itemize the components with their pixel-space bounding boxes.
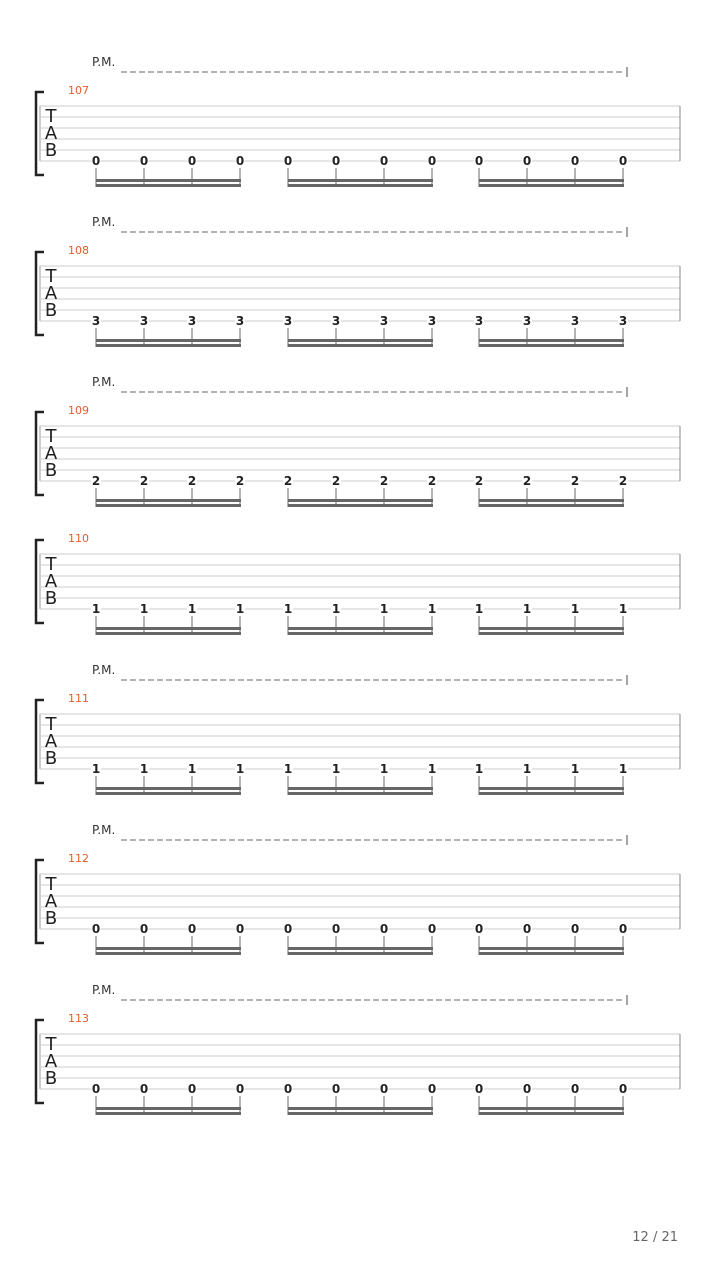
fret-number: 0 — [618, 922, 628, 936]
page-number: 12 / 21 — [632, 1230, 678, 1245]
beam — [96, 1107, 241, 1110]
fret-number: 0 — [235, 922, 245, 936]
fret-number: 0 — [331, 154, 341, 168]
tab-staff — [0, 215, 720, 375]
fret-number: 0 — [618, 154, 628, 168]
fret-number: 1 — [187, 602, 197, 616]
fret-number: 0 — [522, 922, 532, 936]
fret-number: 3 — [618, 314, 628, 328]
fret-number: 1 — [570, 762, 580, 776]
beam — [288, 1107, 433, 1110]
tab-system — [0, 215, 720, 375]
tab-clef-letter: A — [44, 283, 58, 304]
fret-number: 0 — [91, 922, 101, 936]
palm-mute-label: P.M. — [92, 215, 116, 229]
beam — [479, 499, 624, 502]
fret-number: 3 — [331, 314, 341, 328]
fret-number: 1 — [331, 602, 341, 616]
beam — [288, 339, 433, 342]
fret-number: 0 — [235, 1082, 245, 1096]
beam — [288, 184, 433, 187]
fret-number: 1 — [139, 762, 149, 776]
beam — [479, 504, 624, 507]
beam — [479, 787, 624, 790]
beam — [96, 627, 241, 630]
fret-number: 0 — [187, 1082, 197, 1096]
tab-clef-letter: T — [45, 714, 57, 735]
beam — [288, 1112, 433, 1115]
beam — [96, 1112, 241, 1115]
fret-number: 1 — [187, 762, 197, 776]
fret-number: 2 — [379, 474, 389, 488]
tab-clef-letter: A — [44, 891, 58, 912]
beam — [96, 632, 241, 635]
measure-number: 109 — [68, 404, 89, 417]
tab-system — [0, 55, 720, 215]
tab-clef-letter: B — [44, 300, 58, 321]
fret-number: 0 — [522, 1082, 532, 1096]
fret-number: 1 — [522, 602, 532, 616]
tab-clef-letter: A — [44, 1051, 58, 1072]
beam — [288, 787, 433, 790]
fret-number: 3 — [187, 314, 197, 328]
beam — [479, 184, 624, 187]
fret-number: 0 — [570, 1082, 580, 1096]
fret-number: 1 — [522, 762, 532, 776]
fret-number: 3 — [235, 314, 245, 328]
tab-clef-letter: A — [44, 731, 58, 752]
fret-number: 0 — [427, 154, 437, 168]
fret-number: 1 — [427, 602, 437, 616]
beam — [288, 627, 433, 630]
fret-number: 0 — [331, 1082, 341, 1096]
fret-number: 3 — [379, 314, 389, 328]
fret-number: 2 — [187, 474, 197, 488]
fret-number: 3 — [522, 314, 532, 328]
fret-number: 0 — [379, 1082, 389, 1096]
fret-number: 2 — [618, 474, 628, 488]
tab-staff — [0, 55, 720, 215]
fret-number: 2 — [474, 474, 484, 488]
tab-system — [0, 823, 720, 983]
beam — [288, 632, 433, 635]
tab-system — [0, 663, 720, 823]
beam — [96, 499, 241, 502]
tab-clef-letter: B — [44, 140, 58, 161]
beam — [288, 792, 433, 795]
beam — [288, 499, 433, 502]
tab-clef-letter: B — [44, 1068, 58, 1089]
beam — [479, 632, 624, 635]
fret-number: 3 — [570, 314, 580, 328]
fret-number: 2 — [235, 474, 245, 488]
beam — [96, 504, 241, 507]
palm-mute-label: P.M. — [92, 663, 116, 677]
fret-number: 2 — [283, 474, 293, 488]
fret-number: 0 — [522, 154, 532, 168]
fret-number: 3 — [91, 314, 101, 328]
fret-number: 2 — [91, 474, 101, 488]
fret-number: 0 — [283, 154, 293, 168]
beam — [479, 792, 624, 795]
beam — [96, 339, 241, 342]
tab-clef-letter: B — [44, 588, 58, 609]
fret-number: 1 — [331, 762, 341, 776]
palm-mute-label: P.M. — [92, 823, 116, 837]
fret-number: 0 — [379, 922, 389, 936]
fret-number: 1 — [283, 602, 293, 616]
fret-number: 1 — [283, 762, 293, 776]
fret-number: 1 — [427, 762, 437, 776]
measure-number: 110 — [68, 532, 89, 545]
tab-staff — [0, 983, 720, 1143]
beam — [479, 947, 624, 950]
fret-number: 0 — [474, 154, 484, 168]
fret-number: 0 — [379, 154, 389, 168]
fret-number: 1 — [618, 762, 628, 776]
fret-number: 0 — [139, 1082, 149, 1096]
tab-clef-letter: T — [45, 874, 57, 895]
fret-number: 0 — [187, 922, 197, 936]
fret-number: 0 — [474, 1082, 484, 1096]
tab-clef-letter: B — [44, 460, 58, 481]
measure-number: 113 — [68, 1012, 89, 1025]
measure-number: 108 — [68, 244, 89, 257]
fret-number: 2 — [139, 474, 149, 488]
tab-staff — [0, 663, 720, 823]
fret-number: 1 — [570, 602, 580, 616]
tab-clef-letter: T — [45, 1034, 57, 1055]
beam — [96, 787, 241, 790]
tab-clef-letter: T — [45, 106, 57, 127]
fret-number: 1 — [139, 602, 149, 616]
fret-number: 0 — [139, 154, 149, 168]
fret-number: 2 — [522, 474, 532, 488]
beam — [479, 344, 624, 347]
beam — [479, 952, 624, 955]
beam — [96, 184, 241, 187]
fret-number: 1 — [235, 602, 245, 616]
tab-clef-letter: A — [44, 571, 58, 592]
beam — [96, 947, 241, 950]
beam — [288, 179, 433, 182]
fret-number: 1 — [91, 602, 101, 616]
fret-number: 0 — [139, 922, 149, 936]
fret-number: 0 — [187, 154, 197, 168]
tab-staff — [0, 823, 720, 983]
fret-number: 3 — [139, 314, 149, 328]
fret-number: 0 — [474, 922, 484, 936]
tab-clef-letter: T — [45, 554, 57, 575]
fret-number: 0 — [91, 1082, 101, 1096]
fret-number: 1 — [379, 602, 389, 616]
tab-system — [0, 375, 720, 535]
beam — [288, 952, 433, 955]
tab-clef-letter: B — [44, 908, 58, 929]
beam — [479, 627, 624, 630]
beam — [288, 504, 433, 507]
measure-number: 111 — [68, 692, 89, 705]
beam — [96, 792, 241, 795]
fret-number: 2 — [427, 474, 437, 488]
fret-number: 2 — [570, 474, 580, 488]
tab-clef-letter: A — [44, 443, 58, 464]
fret-number: 0 — [618, 1082, 628, 1096]
beam — [479, 179, 624, 182]
beam — [288, 344, 433, 347]
fret-number: 3 — [427, 314, 437, 328]
tab-staff — [0, 375, 720, 535]
beam — [96, 179, 241, 182]
measure-number: 107 — [68, 84, 89, 97]
tab-clef-letter: T — [45, 266, 57, 287]
tab-clef-letter: B — [44, 748, 58, 769]
fret-number: 0 — [331, 922, 341, 936]
fret-number: 0 — [283, 1082, 293, 1096]
beam — [96, 344, 241, 347]
measure-number: 112 — [68, 852, 89, 865]
fret-number: 0 — [91, 154, 101, 168]
beam — [479, 1112, 624, 1115]
palm-mute-label: P.M. — [92, 983, 116, 997]
tab-system — [0, 983, 720, 1143]
beam — [479, 1107, 624, 1110]
fret-number: 3 — [283, 314, 293, 328]
palm-mute-label: P.M. — [92, 375, 116, 389]
fret-number: 0 — [570, 922, 580, 936]
fret-number: 1 — [235, 762, 245, 776]
fret-number: 1 — [474, 602, 484, 616]
fret-number: 1 — [474, 762, 484, 776]
fret-number: 2 — [331, 474, 341, 488]
fret-number: 1 — [618, 602, 628, 616]
tab-clef-letter: A — [44, 123, 58, 144]
beam — [96, 952, 241, 955]
tab-clef-letter: T — [45, 426, 57, 447]
fret-number: 0 — [427, 1082, 437, 1096]
fret-number: 0 — [570, 154, 580, 168]
fret-number: 1 — [91, 762, 101, 776]
fret-number: 0 — [283, 922, 293, 936]
fret-number: 0 — [427, 922, 437, 936]
beam — [288, 947, 433, 950]
fret-number: 1 — [379, 762, 389, 776]
fret-number: 0 — [235, 154, 245, 168]
palm-mute-label: P.M. — [92, 55, 116, 69]
beam — [479, 339, 624, 342]
fret-number: 3 — [474, 314, 484, 328]
